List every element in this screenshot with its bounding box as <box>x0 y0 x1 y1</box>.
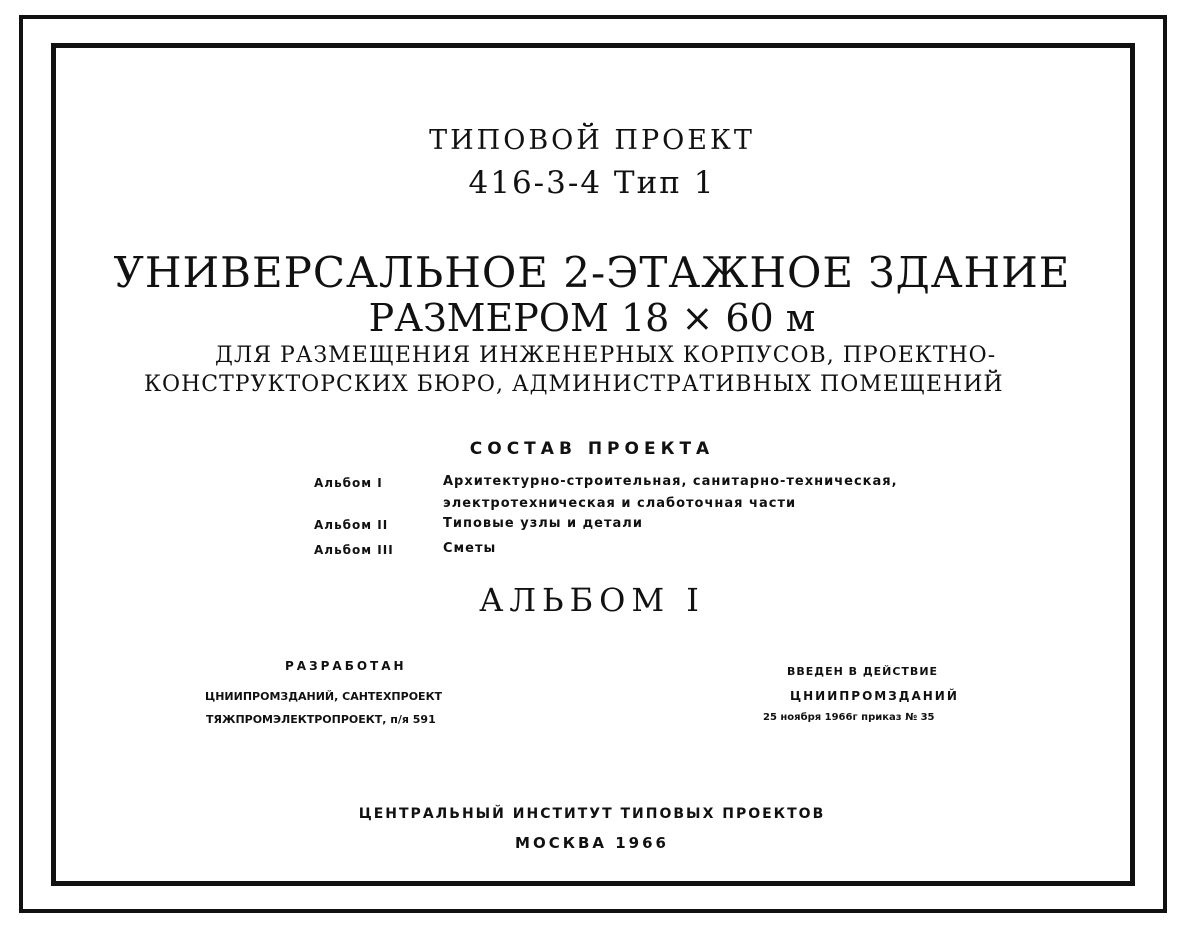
enacted-line2: 25 ноября 1966г приказ № 35 <box>763 712 935 723</box>
enacted-heading: ВВЕДЕН В ДЕЙСТВИЕ <box>787 665 939 678</box>
developed-line2: ТЯЖПРОМЭЛЕКТРОПРОЕКТ, п/я 591 <box>206 713 436 726</box>
album-3-desc: Сметы <box>443 541 497 556</box>
album-1-desc-line1: Архитектурно-строительная, санитарно-техническая, <box>443 474 898 489</box>
enacted-line1: ЦНИИПРОМЗДАНИЙ <box>790 689 959 703</box>
album-1-desc-line2: электротехническая и слаботочная части <box>443 496 797 511</box>
city-year: МОСКВА 1966 <box>515 834 669 852</box>
building-purpose-line1: ДЛЯ РАЗМЕЩЕНИЯ ИНЖЕНЕРНЫХ КОРПУСОВ, ПРОЕКТНО- <box>215 343 997 368</box>
building-title-line2: РАЗМЕРОМ 18 × 60 м <box>368 296 816 340</box>
album-2-desc: Типовые узлы и детали <box>443 516 643 531</box>
building-title-line1: УНИВЕРСАЛЬНОЕ 2-ЭТАЖНОЕ ЗДАНИЕ <box>113 248 1071 297</box>
project-code: 416-3-4 Тип 1 <box>468 165 716 201</box>
album-1-label: Альбом I <box>314 476 383 490</box>
institute-name: ЦЕНТРАЛЬНЫЙ ИНСТИТУТ ТИПОВЫХ ПРОЕКТОВ <box>358 806 826 822</box>
developed-heading: РАЗРАБОТАН <box>285 659 407 673</box>
project-type-label: ТИПОВОЙ ПРОЕКТ <box>429 125 755 156</box>
building-purpose-line2: КОНСТРУКТОРСКИХ БЮРО, АДМИНИСТРАТИВНЫХ ПОМЕЩЕНИЙ <box>144 372 1004 397</box>
composition-heading: СОСТАВ ПРОЕКТА <box>469 439 715 459</box>
album-3-label: Альбом III <box>314 543 394 557</box>
album-title: АЛЬБОМ I <box>479 581 705 619</box>
developed-line1: ЦНИИПРОМЗДАНИЙ, САНТЕХПРОЕКТ <box>205 690 443 703</box>
album-2-label: Альбом II <box>314 518 389 532</box>
